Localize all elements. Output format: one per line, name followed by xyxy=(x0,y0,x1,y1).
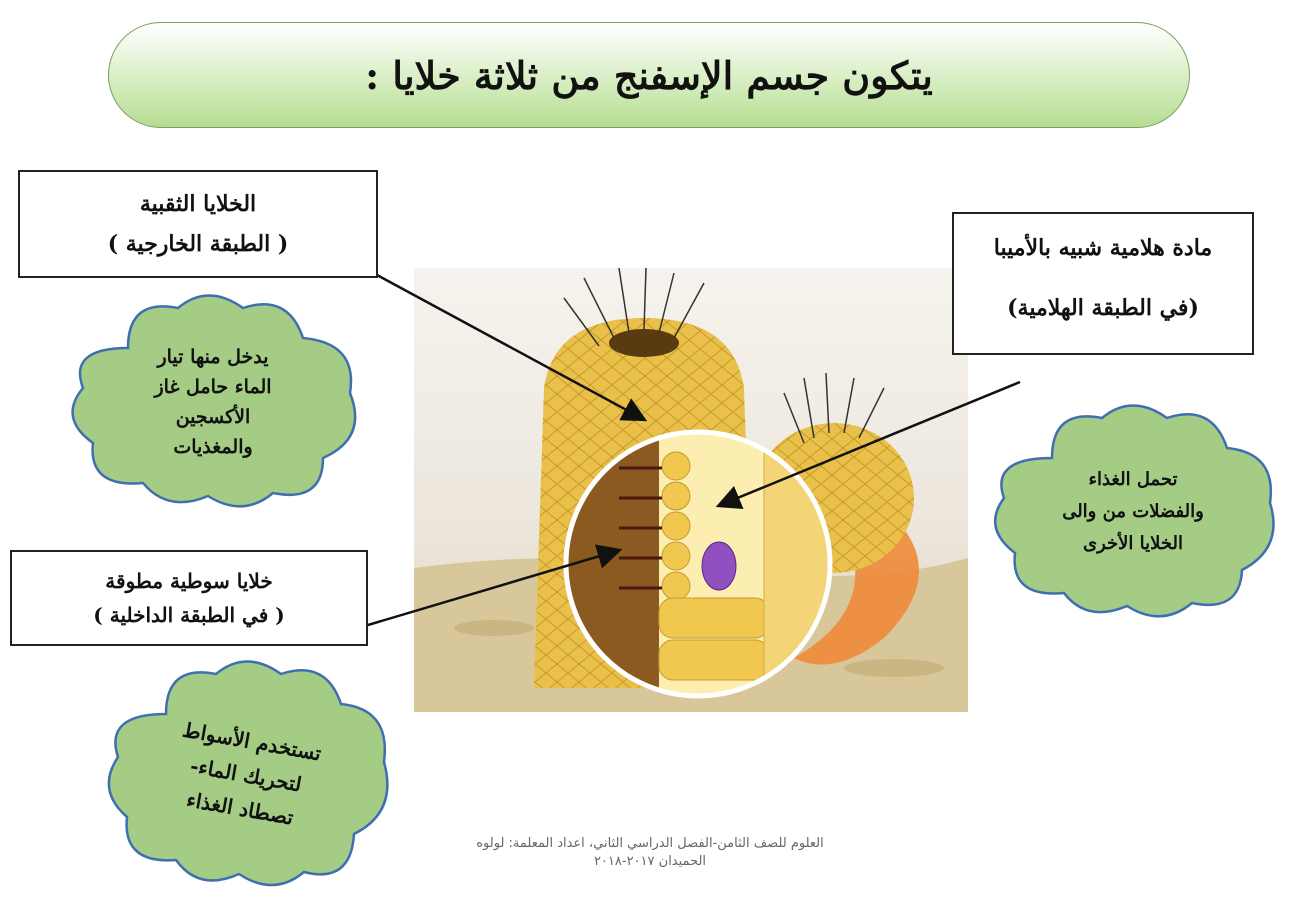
cloud-flagella-line-2: لتحريك الماء- xyxy=(188,752,304,797)
footer-credit xyxy=(430,835,870,871)
cloud-water-line-2: الماء حامل غاز xyxy=(154,376,272,398)
cloud-food-line-1: تحمل الغذاء xyxy=(1088,469,1178,490)
cloud-food-line-3: الخلايا الأخرى xyxy=(1082,533,1184,554)
arrow-inner xyxy=(368,550,620,625)
middle-layer-title: مادة هلامية شبيه بالأميبا xyxy=(993,235,1213,261)
inner-layer-subtitle: ( في الطبقة الداخلية ) xyxy=(93,603,285,627)
outer-layer-box xyxy=(18,170,378,278)
footer-line-1: العلوم للصف الثامن-الفصل الدراسي الثاني، اعداد المعلمة: لولوه xyxy=(476,836,824,851)
inner-layer-title: خلايا سوطية مطوقة xyxy=(105,569,273,593)
cloud-water-line-3: الأكسجين xyxy=(175,406,251,428)
footer-line-2: الحميدان ٢٠١٧-٢٠١٨ xyxy=(593,854,707,869)
outer-layer-subtitle: ( الطبقة الخارجية ) xyxy=(107,231,289,257)
cloud-water xyxy=(58,288,368,516)
cloud-food-line-2: والفضلات من والى xyxy=(1062,501,1204,522)
cloud-flagella-line-1: تستخدم الأسواط xyxy=(180,717,324,766)
inner-layer-box xyxy=(10,550,368,646)
middle-layer-subtitle: (في الطبقة الهلامية) xyxy=(1007,295,1199,321)
cloud-flagella-line-3: تصطاد الغذاء xyxy=(184,786,296,830)
outer-layer-title: الخلايا الثقبية xyxy=(139,191,257,217)
middle-layer-box xyxy=(952,212,1254,355)
cloud-water-line-4: والمغذيات xyxy=(173,436,253,458)
page-title: يتكون جسم الإسفنج من ثلاثة خلايا : xyxy=(365,52,933,98)
cloud-water-line-1: يدخل منها تيار xyxy=(157,346,269,368)
arrow-outer xyxy=(340,255,645,420)
cloud-food xyxy=(982,398,1284,626)
arrow-middle xyxy=(718,382,1020,506)
cloud-flagella xyxy=(96,652,396,897)
